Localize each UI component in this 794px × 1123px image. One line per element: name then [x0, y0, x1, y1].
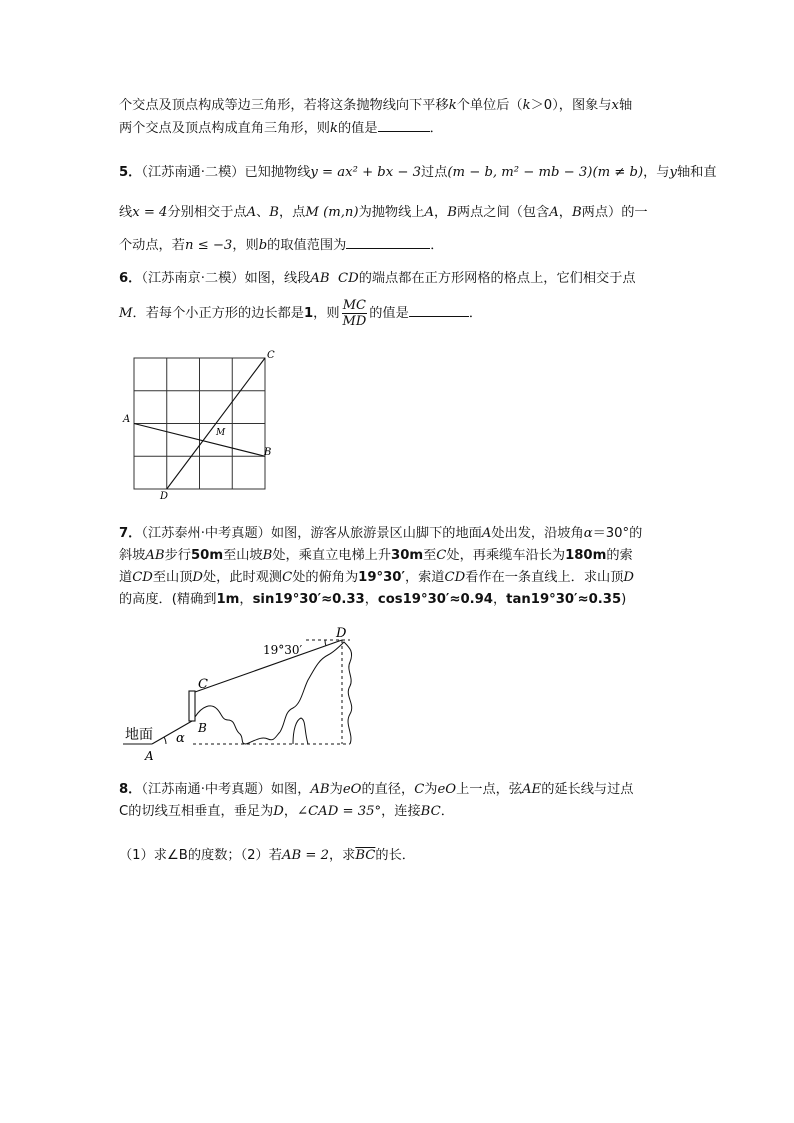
slope-ab [152, 721, 192, 744]
label-a: A [123, 414, 131, 425]
rock-spike [293, 718, 308, 744]
label-c: C [198, 677, 208, 692]
label-b: B [198, 721, 207, 735]
q8-subquestions: （1）求∠B的度数；（2）若AB = 2，求$\overline{BC}$的长． [119, 848, 415, 863]
q6-line-1: 6．（江苏南京·二模）如图，线段AB CD的端点都在正方形网格的格点上，它们相交于点 [119, 271, 636, 286]
grid-figure [118, 346, 284, 502]
angle-label: 19°30′ [263, 643, 303, 657]
hill-small [246, 732, 280, 744]
elevator [189, 691, 195, 721]
q5-line-1: 5．（江苏南通·二模）已知抛物线y = ax² + bx − 3过点(m − b, m² − mb − 3)(m ≠ b)，与y轴和直 [119, 165, 717, 180]
answer-blank[interactable] [346, 236, 430, 249]
q7-line-3: 道CD至山顶D处，此时观测C处的俯角为19°30′，索道CD看作在一条直线上．求山顶D [119, 570, 634, 585]
q5-line-3: 个动点，若n ≤ −3，则b的取值范围为 ． [119, 238, 444, 253]
label-c: C [267, 350, 275, 361]
q8-line-1: 8．（江苏南通·中考真题）如图，AB为eO的直径，C为eO上一点，弦AE的延长线与过点 [119, 782, 634, 797]
answer-blank[interactable] [409, 304, 469, 317]
label-alpha: α [176, 731, 185, 746]
label-d: D [336, 626, 347, 641]
q7-line-2: 斜坡AB步行50m至山坡B处，乘直立电梯上升30m至C处，再乘缆车沿长为180m的索 [119, 548, 633, 563]
label-ground: 地面 [125, 727, 153, 743]
label-m: M [216, 428, 226, 438]
q7-line-4: 的高度．(精确到1m，sin19°30′≈0.33，cos19°30′≈0.94，tan19°30′≈0.35) [119, 592, 627, 607]
label-a: A [145, 749, 154, 763]
q8-line-2: C的切线互相垂直，垂足为D，∠CAD = 35°，连接BC． [119, 804, 454, 819]
q4-line-2: 两个交点及顶点构成直角三角形，则k的值是 ． [119, 121, 443, 136]
q6-line-2: M．若每个小正方形的边长都是1，则 $\frac{MC}{MD}$ 的值是 ． [119, 297, 482, 329]
q4-line-1: 个交点及顶点构成等边三角形，若将这条抛物线向下平移k个单位后（k＞0），图象与x轴 [119, 98, 633, 113]
q7-line-1: 7．（江苏泰州·中考真题）如图，游客从旅游景区山脚下的地面A处出发，沿坡角α＝30°的 [119, 526, 643, 541]
mountain-peak [280, 642, 352, 744]
label-b: B [264, 447, 272, 458]
mountain-figure [118, 620, 368, 768]
arc-bc: $\overline{BC}$ [355, 848, 376, 863]
q5-line-2: 线x = 4分别相交于点A、B，点M (m,n)为抛物线上A，B两点之间（包含A，B两点）的一 [119, 205, 648, 220]
mc-over-md-fraction: $\frac{MC}{MD}$ [342, 297, 367, 329]
answer-blank[interactable] [378, 119, 430, 132]
label-d: D [160, 491, 169, 502]
